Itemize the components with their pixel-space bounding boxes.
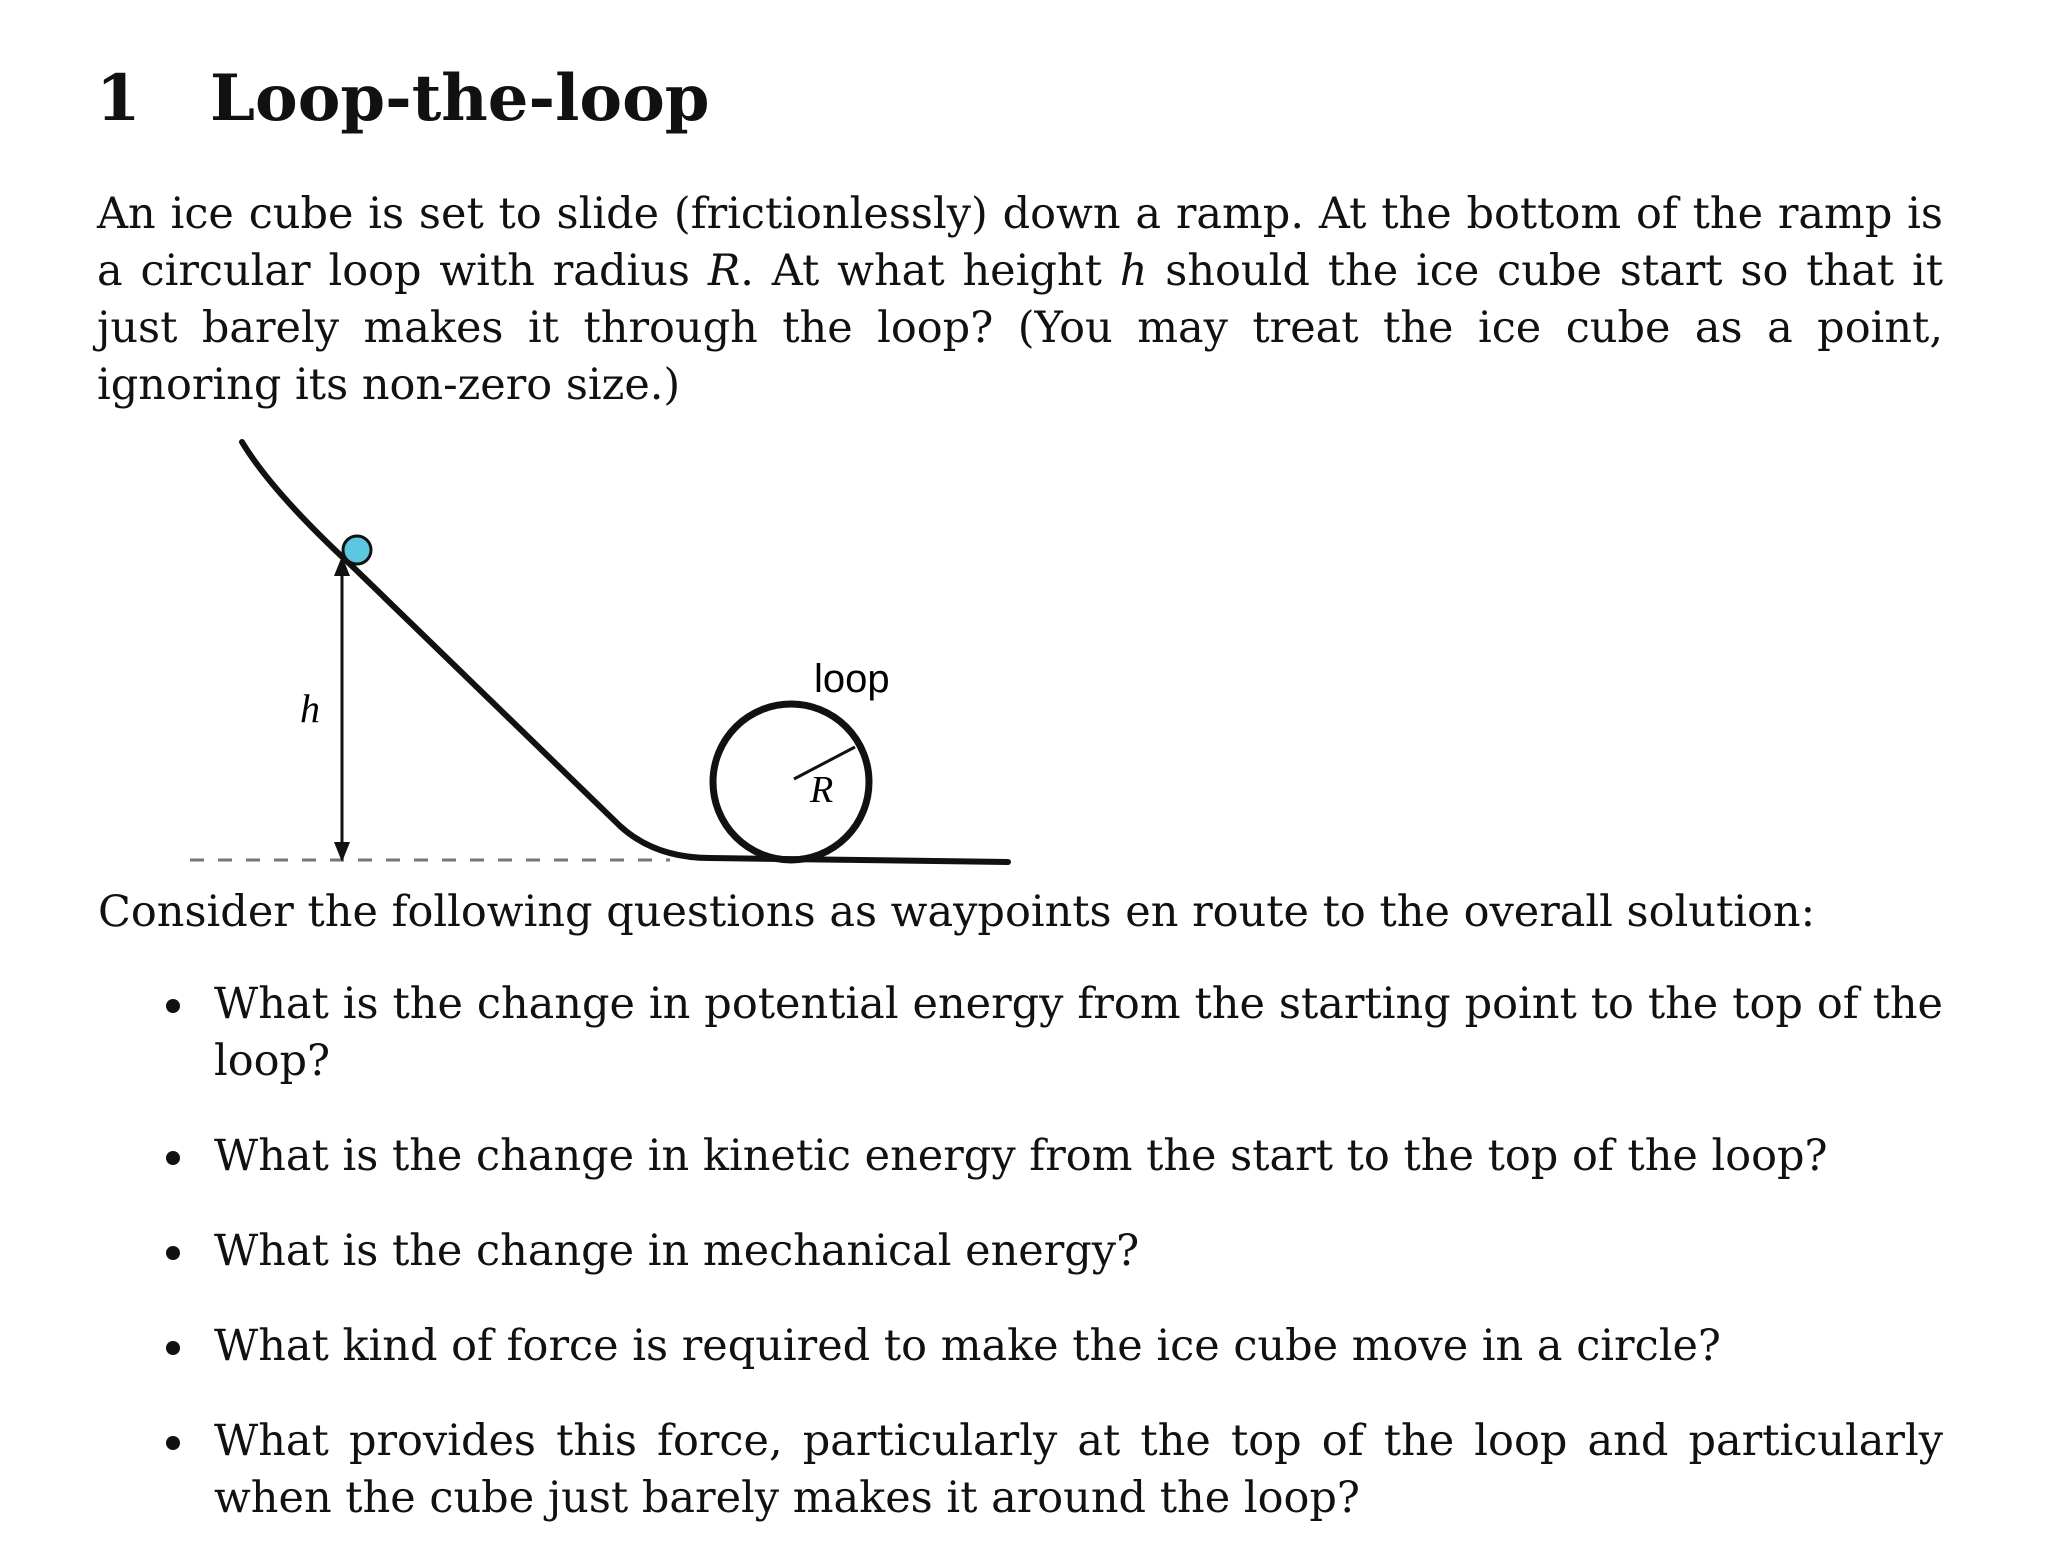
bullet-icon bbox=[166, 1151, 180, 1165]
section-title: Loop-the-loop bbox=[210, 61, 710, 136]
bullet-icon bbox=[166, 1246, 180, 1260]
loop-circle bbox=[713, 704, 869, 860]
list-item bbox=[160, 1223, 1943, 1280]
height-label: h bbox=[300, 686, 320, 731]
problem-text-3: should the ice cube start so that it just barely makes it through the loop? (You may treat the ice cube as a point, ignoring its non-zero size.) bbox=[97, 246, 1944, 410]
question-text: What is the change in potential energy from the starting point to the top of the loop? bbox=[214, 979, 1943, 1086]
ramp-track bbox=[242, 442, 1008, 862]
radius-variable: R bbox=[707, 246, 741, 296]
list-item bbox=[160, 1413, 1943, 1527]
question-text: What is the change in kinetic energy from the start to the top of the loop? bbox=[214, 1131, 1828, 1181]
list-item bbox=[160, 976, 1943, 1090]
bullet-icon bbox=[166, 1436, 180, 1450]
bullet-icon bbox=[166, 999, 180, 1013]
section-number: 1 bbox=[96, 61, 141, 136]
height-variable: h bbox=[1119, 246, 1148, 296]
question-text: What kind of force is required to make the ice cube move in a circle? bbox=[214, 1321, 1721, 1371]
problem-text-1: An ice cube is set to slide (frictionlessly) down a ramp. At the bottom of the ramp is a circular loop with radius bbox=[97, 189, 1943, 296]
radius-label: R bbox=[810, 769, 834, 811]
question-text: What provides this force, particularly at the top of the loop and particularly when the cube just barely makes it around the loop? bbox=[214, 1416, 1943, 1523]
ice-cube bbox=[343, 536, 371, 564]
loop-label: loop bbox=[814, 657, 890, 701]
problem-text-2: . At what height bbox=[740, 246, 1120, 296]
list-item bbox=[160, 1318, 1943, 1375]
question-text: What is the change in mechanical energy? bbox=[214, 1226, 1140, 1276]
bullet-icon bbox=[166, 1341, 180, 1355]
questions-intro: Consider the following questions as waypoints en route to the overall solution: bbox=[98, 887, 1816, 937]
list-item bbox=[160, 1128, 1943, 1185]
question-list bbox=[160, 976, 1943, 1565]
